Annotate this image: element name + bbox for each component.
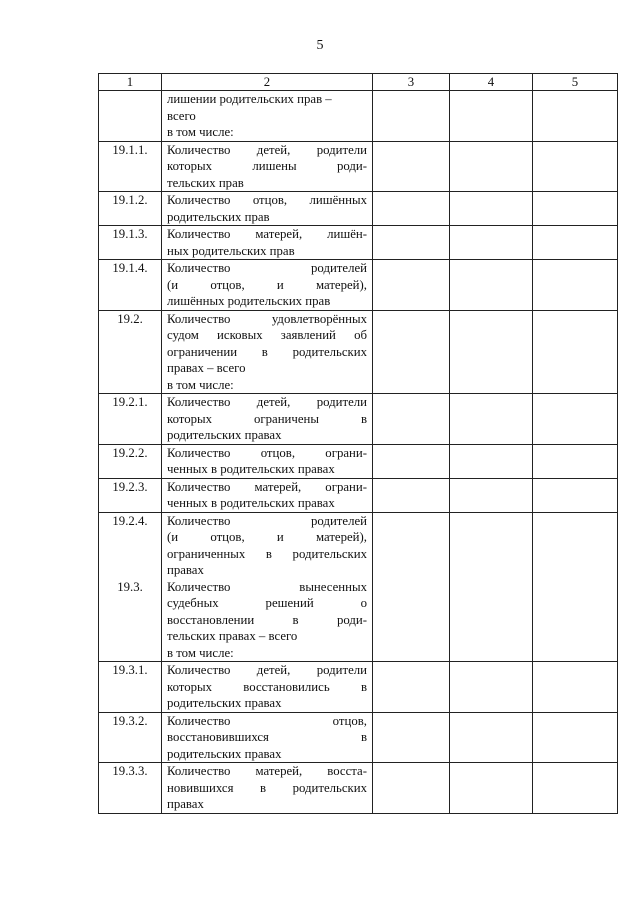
value-cell-col-5 — [533, 91, 618, 142]
description-line: ограниченных в родительских — [167, 546, 367, 561]
value-cell-col-4 — [450, 226, 533, 260]
value-cell-col-4 — [450, 478, 533, 512]
row-number-secondary-text: 19.3. — [117, 580, 143, 594]
header-col-1: 1 — [99, 74, 162, 91]
table-row — [99, 512, 618, 662]
row-number — [99, 512, 162, 662]
table-row — [99, 712, 618, 763]
row-description — [162, 444, 373, 478]
value-cell-col-3 — [373, 192, 450, 226]
value-cell-col-3 — [373, 763, 450, 814]
table-row — [99, 310, 618, 394]
row-description — [162, 260, 373, 311]
row-description — [162, 712, 373, 763]
row-description — [162, 763, 373, 814]
table-row — [99, 192, 618, 226]
row-number — [99, 192, 162, 226]
description-line: Количество отцов, лишённых — [167, 193, 367, 207]
description-line: родительских прав — [167, 209, 270, 224]
value-cell-col-4 — [450, 310, 533, 394]
row-number-text: 19.2.3. — [112, 479, 148, 494]
value-cell-col-5 — [533, 512, 618, 662]
value-cell-col-5 — [533, 310, 618, 394]
description-line: в том числе: — [167, 645, 234, 660]
header-col-2: 2 — [162, 74, 373, 91]
row-number-text: 19.1.1. — [112, 142, 148, 157]
description-line: Количество детей, родители — [167, 663, 367, 677]
description-line: Количество вынесенных — [167, 579, 367, 594]
value-cell-col-3 — [373, 91, 450, 142]
description-line: в том числе: — [167, 125, 234, 139]
table-row — [99, 91, 618, 142]
value-cell-col-3 — [373, 512, 450, 662]
row-description — [162, 226, 373, 260]
description-line: восстановившихся в — [167, 730, 367, 744]
description-line: в том числе: — [167, 377, 234, 392]
value-cell-col-4 — [450, 662, 533, 713]
description-line: Количество родителей — [167, 513, 367, 528]
description-line: Количество удовлетворённых — [167, 311, 367, 326]
row-number-text: 19.3.3. — [112, 764, 148, 778]
row-number — [99, 260, 162, 311]
row-description — [162, 512, 373, 662]
description-line: Количество матерей, восста- — [167, 764, 367, 778]
row-description — [162, 192, 373, 226]
row-number-text: 19.2.2. — [112, 445, 148, 460]
description-line: ных родительских прав — [167, 243, 295, 258]
value-cell-col-4 — [450, 91, 533, 142]
row-number — [99, 444, 162, 478]
value-cell-col-5 — [533, 394, 618, 445]
value-cell-col-4 — [450, 141, 533, 192]
row-description — [162, 141, 373, 192]
value-cell-col-3 — [373, 310, 450, 394]
row-number-text: 19.3.1. — [112, 663, 148, 677]
value-cell-col-3 — [373, 662, 450, 713]
row-number — [99, 394, 162, 445]
value-cell-col-4 — [450, 712, 533, 763]
description-line: тельских правах – всего — [167, 629, 298, 643]
description-line: Количество детей, родители — [167, 142, 367, 157]
value-cell-col-5 — [533, 260, 618, 311]
value-cell-col-3 — [373, 260, 450, 311]
value-cell-col-5 — [533, 141, 618, 192]
description-line: (и отцов, и матерей), — [167, 530, 367, 544]
description-line: Количество матерей, лишён- — [167, 227, 367, 241]
header-col-4: 4 — [450, 74, 533, 91]
value-cell-col-5 — [533, 712, 618, 763]
table-row — [99, 662, 618, 713]
description-line: которых ограничены в — [167, 411, 367, 426]
description-line: которых лишены роди- — [167, 159, 367, 173]
description-line: новившихся в родительских — [167, 780, 367, 795]
row-number-text: 19.3.2. — [112, 713, 148, 728]
value-cell-col-3 — [373, 712, 450, 763]
row-number-text: 19.1.3. — [112, 227, 148, 241]
value-cell-col-3 — [373, 444, 450, 478]
value-cell-col-5 — [533, 478, 618, 512]
table-body — [99, 91, 618, 814]
description-line: родительских правах — [167, 428, 282, 442]
row-description — [162, 394, 373, 445]
table-row — [99, 141, 618, 192]
description-line: всего — [167, 108, 196, 123]
value-cell-col-4 — [450, 260, 533, 311]
row-number-text: 19.1.4. — [112, 261, 148, 275]
description-line: восстановлении в роди- — [167, 612, 367, 627]
description-line: ограничении в родительских — [167, 344, 367, 359]
row-description — [162, 91, 373, 142]
value-cell-col-3 — [373, 141, 450, 192]
value-cell-col-4 — [450, 444, 533, 478]
description-line: родительских правах — [167, 746, 282, 761]
description-line: Количество отцов, ограни- — [167, 445, 367, 460]
description-line: Количество детей, родители — [167, 395, 367, 409]
row-description — [162, 310, 373, 394]
row-number — [99, 712, 162, 763]
description-line: (и отцов, и матерей), — [167, 277, 367, 292]
value-cell-col-3 — [373, 478, 450, 512]
row-number — [99, 91, 162, 142]
description-line: правах – всего — [167, 361, 246, 375]
row-number — [99, 226, 162, 260]
description-line: тельских прав — [167, 175, 244, 190]
description-line: родительских правах — [167, 696, 282, 710]
value-cell-col-3 — [373, 394, 450, 445]
value-cell-col-5 — [533, 662, 618, 713]
description-line: Количество матерей, ограни- — [167, 479, 367, 494]
row-number-text: 19.2.4. — [112, 513, 148, 528]
row-number-text: 19.1.2. — [112, 193, 148, 207]
value-cell-col-5 — [533, 226, 618, 260]
table-row — [99, 444, 618, 478]
description-line: лишённых родительских прав — [167, 294, 331, 308]
description-line: лишении родительских прав – — [167, 92, 332, 106]
description-line: которых восстановились в — [167, 679, 367, 694]
header-col-5: 5 — [533, 74, 618, 91]
description-line: ченных в родительских правах — [167, 462, 335, 476]
value-cell-col-5 — [533, 444, 618, 478]
value-cell-col-5 — [533, 763, 618, 814]
row-description — [162, 662, 373, 713]
row-number-text: 19.2.1. — [112, 395, 148, 409]
value-cell-col-4 — [450, 192, 533, 226]
row-number — [99, 763, 162, 814]
table-row — [99, 394, 618, 445]
row-number — [99, 310, 162, 394]
value-cell-col-3 — [373, 226, 450, 260]
description-line: правах — [167, 563, 204, 577]
description-line: ченных в родительских правах — [167, 496, 335, 510]
row-number — [99, 662, 162, 713]
page-number: 5 — [316, 38, 324, 53]
table-row — [99, 478, 618, 512]
statistics-form-table — [98, 73, 618, 814]
row-number — [99, 141, 162, 192]
description-line: судом исковых заявлений об — [167, 328, 367, 342]
row-description — [162, 478, 373, 512]
header-row — [99, 74, 618, 91]
table-row — [99, 260, 618, 311]
header-col-3: 3 — [373, 74, 450, 91]
value-cell-col-4 — [450, 394, 533, 445]
table-row — [99, 226, 618, 260]
value-cell-col-4 — [450, 763, 533, 814]
description-line: Количество отцов, — [167, 713, 367, 728]
row-number — [99, 478, 162, 512]
value-cell-col-5 — [533, 192, 618, 226]
description-line: судебных решений о — [167, 596, 367, 610]
row-number-text: 19.2. — [117, 311, 143, 326]
table-row — [99, 763, 618, 814]
description-line: Количество родителей — [167, 261, 367, 275]
value-cell-col-4 — [450, 512, 533, 662]
description-line: правах — [167, 797, 204, 811]
